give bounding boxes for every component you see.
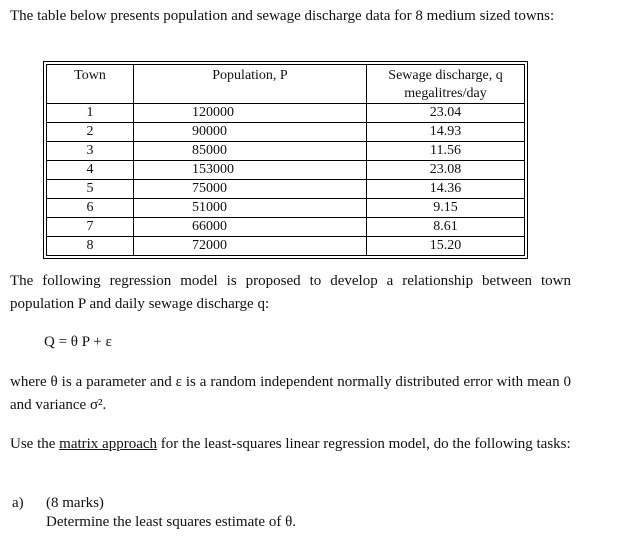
- table-row: [47, 199, 525, 218]
- use-text-before: Use the: [10, 436, 60, 452]
- use-paragraph: [10, 433, 571, 456]
- cell-town: 3: [47, 142, 134, 161]
- cell-sewage: 23.08: [367, 161, 525, 180]
- cell-population: 153000: [134, 161, 367, 180]
- table-row: [47, 161, 525, 180]
- header-sewage-line1: Sewage discharge, q: [388, 68, 503, 83]
- cell-town: 2: [47, 123, 134, 142]
- table-body: [47, 104, 525, 256]
- regression-paragraph: The following regression model is proposed to develop a relationship between town population P and daily sewage discharge q:: [10, 273, 571, 312]
- model-equation: Q = θ P + ε: [44, 334, 112, 350]
- task-marks: (8 marks): [46, 495, 104, 511]
- cell-sewage: 23.04: [367, 104, 525, 123]
- cell-population: 66000: [134, 218, 367, 237]
- intro-paragraph: The table below presents population and sewage discharge data for 8 medium sized towns:: [10, 8, 555, 24]
- cell-sewage: 14.36: [367, 180, 525, 199]
- cell-sewage: 11.56: [367, 142, 525, 161]
- header-sewage: [367, 65, 525, 104]
- cell-town: 7: [47, 218, 134, 237]
- population-sewage-table: [46, 64, 525, 256]
- header-population: Population, P: [134, 65, 367, 104]
- cell-population: 85000: [134, 142, 367, 161]
- table-row: [47, 237, 525, 256]
- cell-population: 90000: [134, 123, 367, 142]
- cell-town: 5: [47, 180, 134, 199]
- table-row: [47, 142, 525, 161]
- task-label: a): [12, 495, 24, 511]
- where-paragraph: where θ is a parameter and ε is a random independent normally distributed error with mean 0 and variance σ².: [10, 374, 571, 413]
- cell-town: 6: [47, 199, 134, 218]
- cell-town: 1: [47, 104, 134, 123]
- use-text-after: for the least-squares linear regression model, do the following tasks:: [157, 436, 571, 452]
- cell-population: 51000: [134, 199, 367, 218]
- cell-sewage: 14.93: [367, 123, 525, 142]
- cell-sewage: 15.20: [367, 237, 525, 256]
- cell-town: 8: [47, 237, 134, 256]
- table-row: [47, 218, 525, 237]
- cell-population: 75000: [134, 180, 367, 199]
- cell-sewage: 8.61: [367, 218, 525, 237]
- cell-town: 4: [47, 161, 134, 180]
- cell-sewage: 9.15: [367, 199, 525, 218]
- task-text: Determine the least squares estimate of θ.: [46, 514, 297, 530]
- table-header-row: [47, 65, 525, 104]
- matrix-approach-link: matrix approach: [59, 436, 158, 452]
- cell-population: 72000: [134, 237, 367, 256]
- table-row: [47, 180, 525, 199]
- header-town: Town: [47, 65, 134, 104]
- cell-population: 120000: [134, 104, 367, 123]
- header-sewage-line2: megalitres/day: [404, 86, 487, 101]
- table-row: [47, 123, 525, 142]
- table-row: [47, 104, 525, 123]
